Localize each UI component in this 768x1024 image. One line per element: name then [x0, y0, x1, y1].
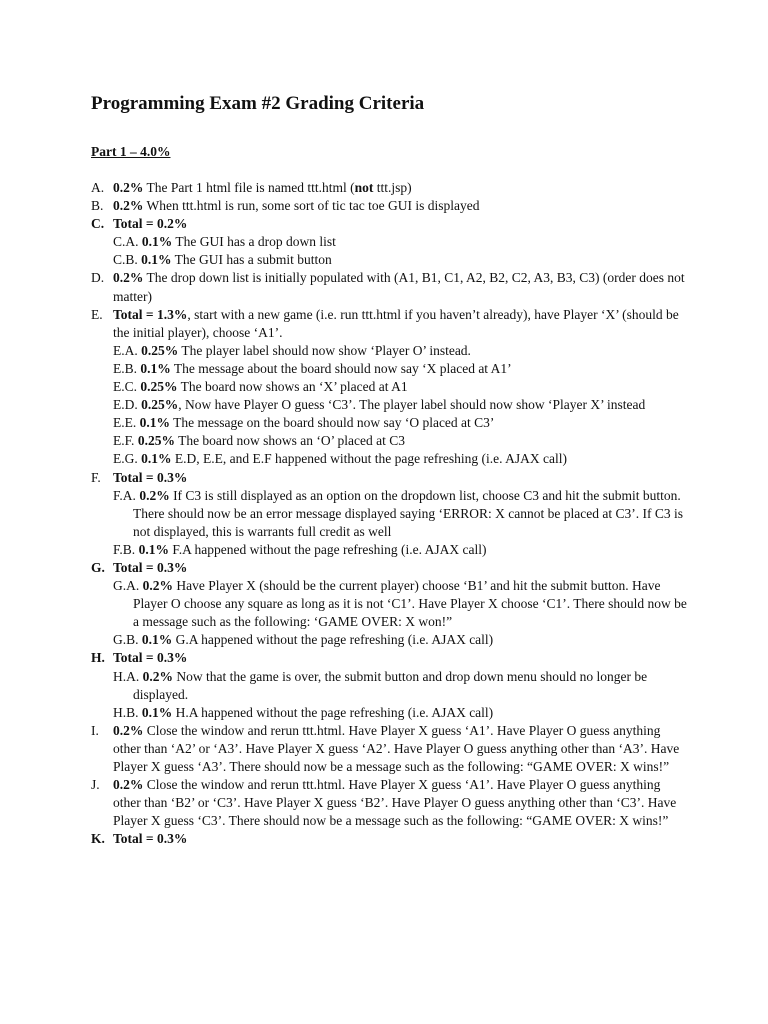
criterion-points: 0.1%: [141, 704, 173, 720]
criterion-emphasis: not: [354, 180, 374, 195]
criterion-text: Total = 1.3%, start with a new game (i.e. run ttt.html if you haven’t already), have Player ‘X’ (should be the initial player), choose ‘A1’.: [113, 306, 679, 340]
sub-criterion-item: [91, 577, 691, 631]
criterion-points: Total = 0.3%: [113, 650, 188, 666]
sub-criterion-item: [91, 414, 691, 432]
sub-criterion-text: E.A. 0.25% The player label should now show ‘Player O’ instead.: [113, 342, 471, 358]
criterion-label: E.: [91, 306, 103, 322]
criterion-item: [91, 722, 691, 776]
criterion-text: [113, 215, 691, 233]
criterion-label: A.: [91, 180, 105, 195]
sub-criterion-item: [91, 396, 691, 414]
criterion-item: [91, 776, 691, 830]
criterion-item: [91, 269, 691, 305]
sub-criterion-text: E.B. 0.1% The message about the board should now say ‘X placed at A1’: [113, 360, 512, 376]
sub-criterion-text: E.G. 0.1% E.D, E.E, and E.F happened without the page refreshing (i.e. AJAX call): [113, 451, 568, 467]
criterion-label: I.: [91, 722, 99, 738]
criterion-item: [91, 649, 691, 667]
criterion-label: J.: [91, 777, 100, 793]
criterion-label: H.: [91, 650, 105, 666]
sub-criterion-item: [91, 631, 691, 649]
sub-criterion-item: [91, 704, 691, 722]
sub-criterion-item: [91, 251, 691, 269]
criterion-points: 0.1%: [141, 632, 173, 648]
criterion-item: [91, 197, 691, 215]
criterion-item: [91, 559, 691, 577]
criterion-points: 0.1%: [141, 451, 172, 467]
sub-criterion-text: G.B. 0.1% G.A happened without the page refreshing (i.e. AJAX call): [113, 632, 494, 648]
criterion-points: 0.25%: [137, 433, 175, 449]
sub-criterion-text: C.B. 0.1% The GUI has a submit button: [113, 252, 332, 268]
part-heading: Part 1 – 4.0%: [91, 144, 171, 159]
criterion-text: 0.2% The Part 1 html file is named ttt.html (not ttt.jsp): [113, 180, 412, 195]
criterion-points: 0.2%: [113, 777, 144, 793]
criterion-points: Total = 0.3%: [113, 559, 188, 575]
sub-criterion-text: E.F. 0.25% The board now shows an ‘O’ placed at C3: [113, 433, 406, 449]
sub-criterion-text: H.A. 0.2% Now that the game is over, the submit button and drop down menu should no longer be displayed.: [113, 668, 648, 702]
sub-criterion-text: E.E. 0.1% The message on the board should now say ‘O placed at C3’: [113, 415, 495, 431]
sub-criterion-item: [91, 233, 691, 251]
criterion-points: 0.2%: [113, 722, 144, 738]
criterion-points: 0.2%: [113, 270, 144, 286]
sub-criterion-item: [91, 450, 691, 468]
criterion-text: 0.2% When ttt.html is run, some sort of tic tac toe GUI is displayed: [113, 198, 480, 214]
criterion-points: 0.1%: [141, 234, 173, 250]
criterion-text: 0.2% The drop down list is initially populated with (A1, B1, C1, A2, B2, C2, A3, B3, C3) (order does not matter): [113, 270, 685, 304]
sub-criterion-text: E.D. 0.25%, Now have Player O guess ‘C3’. The player label should now show ‘Player X’ instead: [113, 397, 646, 413]
criterion-label: D.: [91, 270, 105, 286]
criterion-points: 0.1%: [138, 541, 169, 557]
criterion-points: 0.2%: [142, 668, 173, 684]
criterion-points: 0.25%: [141, 342, 179, 358]
criterion-label: B.: [91, 198, 104, 214]
criterion-points: Total = 0.3%: [113, 469, 188, 485]
criterion-label: F.: [91, 469, 101, 485]
sub-criterion-text: G.A. 0.2% Have Player X (should be the current player) choose ‘B1’ and hit the submit button. Have Player O choose any square as long as it is not ‘C1’. Have Player X choose ‘C1’. There should now be a message such as the following: ‘GAME OVER: X won!”: [113, 578, 687, 630]
sub-criterion-item: [91, 378, 691, 396]
sub-criterion-item: [91, 487, 691, 541]
criterion-text: 0.2% Close the window and rerun ttt.html. Have Player X guess ‘A1’. Have Player O guess anything other than ‘B2’ or ‘C3’. Have Player X guess ‘B2’. Have Player O guess anything other than ‘C3’. Have Player X guess ‘C3’. There should now be a message such as the following: “GAME OVER: X wins!”: [113, 777, 677, 829]
criterion-text: [113, 559, 691, 577]
criterion-label: C.: [91, 216, 105, 232]
criteria-list: [91, 179, 691, 848]
criterion-points: 0.1%: [139, 415, 170, 431]
sub-criterion-item: [91, 432, 691, 450]
criterion-text: [113, 649, 691, 667]
criterion-item: [91, 215, 691, 233]
criterion-points: Total = 0.3%: [113, 831, 188, 847]
criterion-label: G.: [91, 559, 105, 575]
sub-criterion-item: [91, 668, 691, 704]
criterion-text: [113, 469, 691, 487]
criterion-points: 0.2%: [113, 180, 144, 195]
criterion-points: 0.2%: [139, 487, 170, 503]
criterion-text: 0.2% Close the window and rerun ttt.html. Have Player X guess ‘A1’. Have Player O guess anything other than ‘A2’ or ‘A3’. Have Player X guess ‘A2’. Have Player O guess anything other than ‘A3’. Have Player X guess ‘A3’. There should now be a message such as the following: “GAME OVER: X wins!”: [113, 722, 680, 774]
page-title: Programming Exam #2 Grading Criteria: [91, 93, 425, 114]
criterion-points: 0.2%: [142, 578, 173, 594]
criterion-text: [113, 830, 691, 848]
criterion-item: [91, 469, 691, 487]
criterion-item: [91, 830, 691, 848]
sub-criterion-item: [91, 360, 691, 378]
sub-criterion-text: E.C. 0.25% The board now shows an ‘X’ placed at A1: [113, 379, 408, 395]
sub-criterion-item: [91, 342, 691, 360]
criterion-item: [91, 306, 691, 342]
criterion-points: Total = 0.2%: [113, 216, 188, 232]
criterion-points: 0.2%: [113, 198, 144, 214]
sub-criterion-text: C.A. 0.1% The GUI has a drop down list: [113, 234, 336, 250]
criterion-points: Total = 1.3%: [113, 306, 188, 322]
criterion-points: 0.25%: [141, 397, 179, 413]
criterion-label: K.: [91, 831, 105, 847]
criterion-item: [91, 179, 691, 197]
criterion-points: 0.1%: [140, 360, 171, 376]
sub-criterion-text: H.B. 0.1% H.A happened without the page refreshing (i.e. AJAX call): [113, 704, 494, 720]
sub-criterion-item: [91, 541, 691, 559]
sub-criterion-text: F.B. 0.1% F.A happened without the page refreshing (i.e. AJAX call): [113, 541, 487, 557]
criterion-points: 0.1%: [141, 252, 172, 268]
criterion-points: 0.25%: [140, 379, 178, 395]
sub-criterion-text: F.A. 0.2% If C3 is still displayed as an option on the dropdown list, choose C3 and hit the submit button. There should now be an error message displayed saying ‘ERROR: X cannot be placed at C3’. If C3 is not displayed, this is warrants full credit as well: [113, 487, 683, 539]
